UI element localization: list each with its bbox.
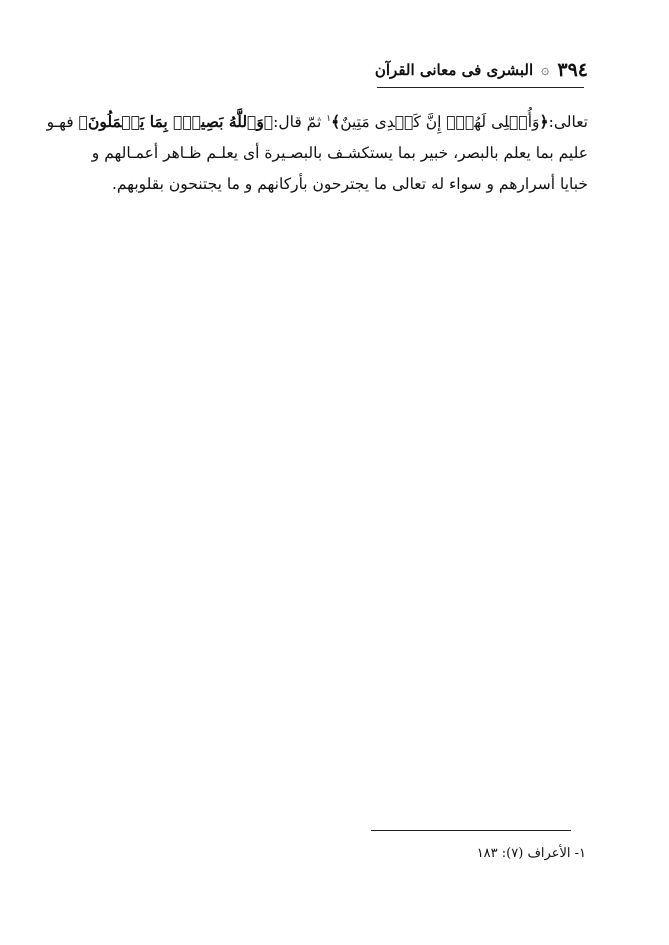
body-text <box>46 104 588 200</box>
footnote-rule <box>371 830 571 831</box>
quran-verse-1: وَأُمۡلِی لَهُمۡۚ إِنَّ کَیۡدِی مَتِینٌ <box>340 113 540 132</box>
header-rule <box>377 87 584 88</box>
quran-open-bracket-2: ﴿ <box>263 112 274 132</box>
quran-open-bracket: ﴿ <box>539 112 549 132</box>
footnote-marker: ١ <box>326 114 332 124</box>
page-number: ٣٩٤ <box>557 59 588 81</box>
text-line-3: خبایا أسرارهم و سواء له تعالی ما یجترحون بأرکانهم و ما یجتنحون بقلوبهم. <box>111 175 588 194</box>
line1-prefix: تعالی: <box>548 113 588 132</box>
quran-verse-2: وَٱللَّهُ بَصِیرُۢ بِمَا یَعۡمَلُونَ <box>87 112 264 132</box>
line1-suffix: فهـو <box>46 113 79 132</box>
line1-middle: ثمّ قال: <box>273 113 327 132</box>
quran-close-bracket: ﴾ <box>331 112 341 132</box>
ornament-icon: ۞ <box>541 62 550 78</box>
page-header <box>80 56 588 84</box>
text-line-2: علیم بما یعلم بالبصر، خبیر بما یستکشـف بالبصـیرة أی یعلـم ظـاهر أعمـالهم و <box>91 144 588 163</box>
book-title: البشری فی معانی القرآن <box>374 61 534 79</box>
text-line-1 <box>46 104 588 138</box>
quran-close-bracket-2: ﴾ <box>78 112 88 132</box>
footnote: ١- الأعراف (٧): ١٨٣ <box>476 846 586 861</box>
